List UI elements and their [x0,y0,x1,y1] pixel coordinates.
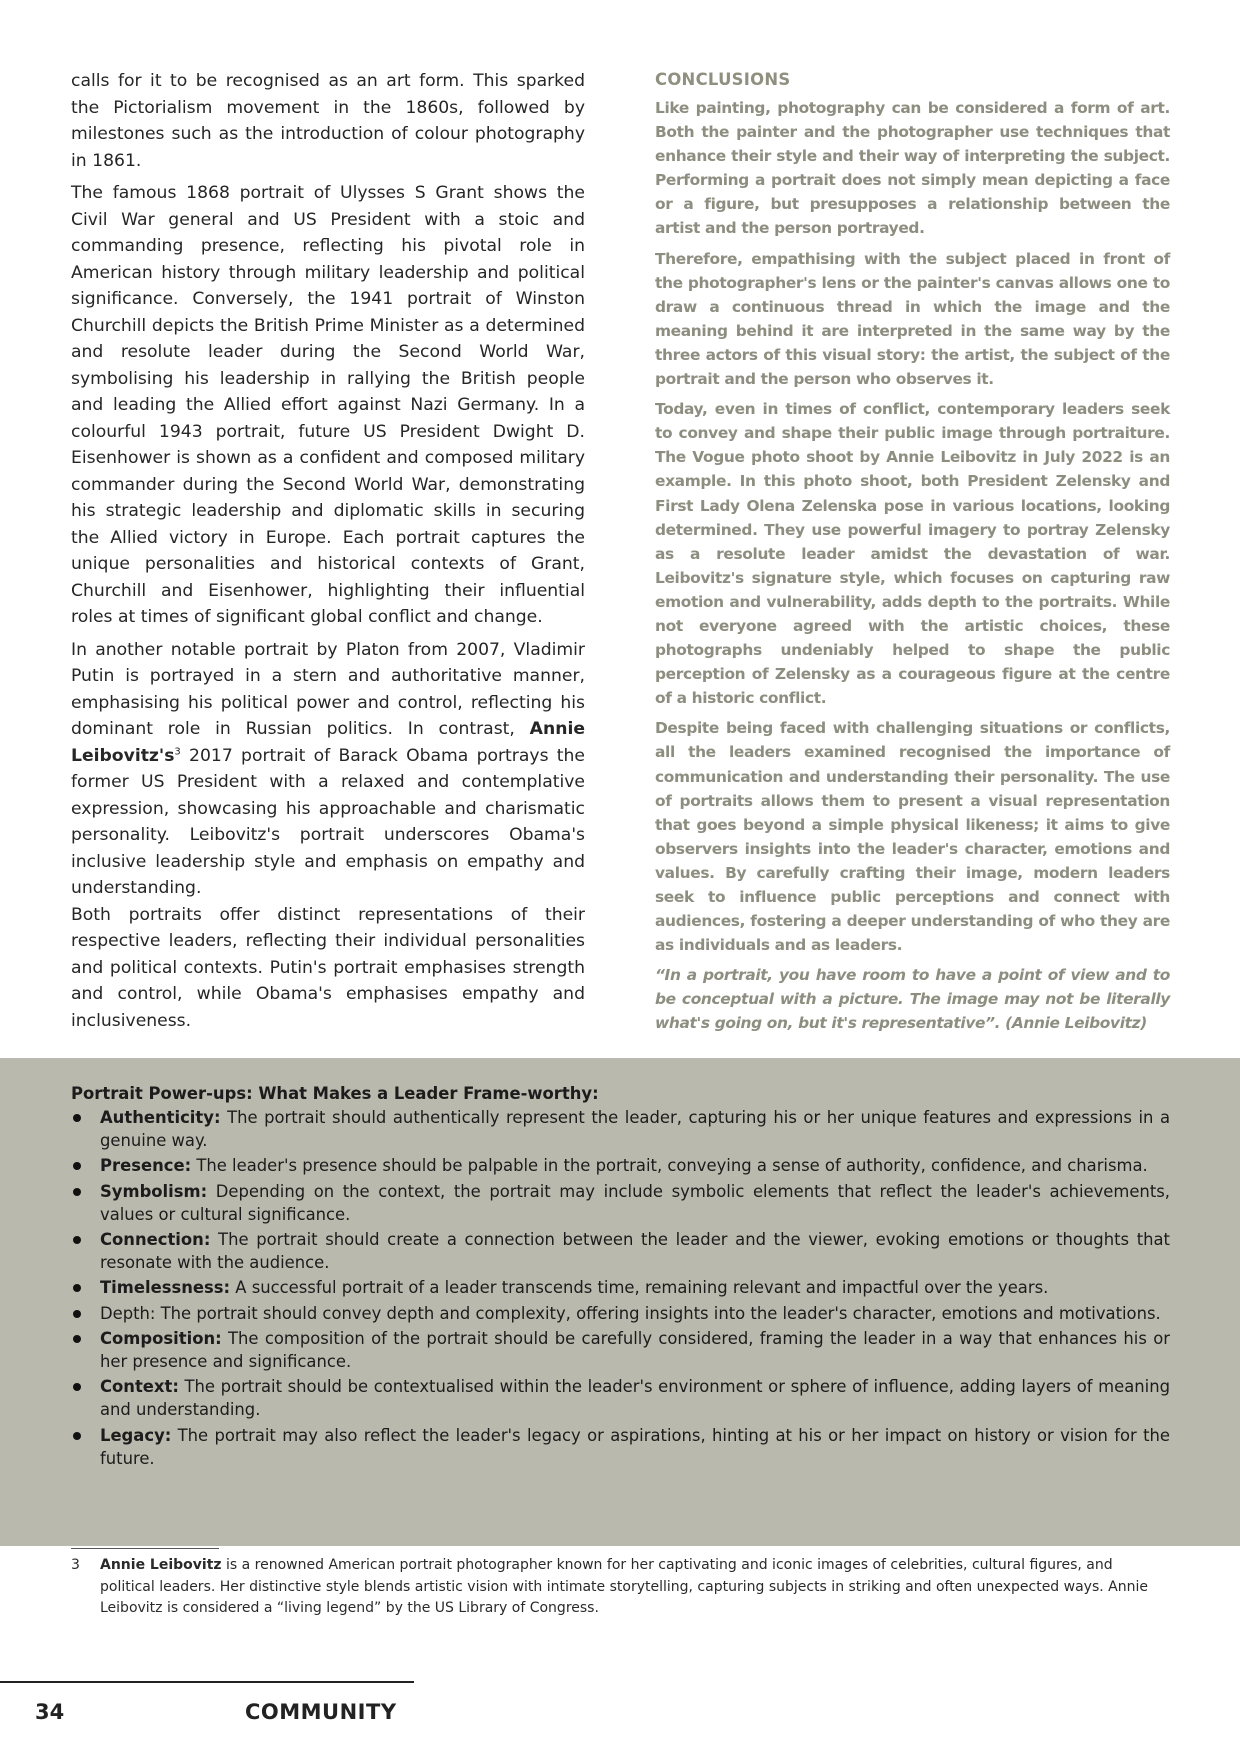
bullet-icon [73,1114,81,1122]
conclusions-paragraph-2: Therefore, empathising with the subject placed in front of the photographer's lens or the painter's canvas allows one to draw a continuous thread in which the image and the meaning behind it are interpreted in the same way by the three actors of this visual story: the artist, the subject of the portrait and the person who observes it. [655,249,1170,389]
list-item [71,1276,1170,1299]
leibovitz-quote: “In a portrait, you have room to have a point of view and to be conceptual with a picture. The image may not be literally what's going on, but it's representative”. (Annie Leibovitz) [655,966,1170,1033]
bullet-icon [73,1284,81,1292]
list-item-text: A successful portrait of a leader transcends time, remaining relevant and impactful over the years. [230,1278,1049,1298]
left-paragraph-3-start: In another notable portrait by Platon from 2007, Vladimir Putin is portrayed in a stern and authoritative manner, emphasising his political power and control, reflecting his dominant role in Russian politics. In contrast, [71,639,585,739]
bullet-icon [73,1236,81,1244]
conclusions-paragraph-3: Today, even in times of conflict, contemporary leaders seek to convey and shape their public image through portraiture. The Vogue photo shoot by Annie Leibovitz in July 2022 is an example. In this photo shoot, both President Zelensky and First Lady Olena Zelenska pose in various locations, looking determined. They use powerful imagery to portray Zelensky as a resolute leader amidst the devastation of war. Leibovitz's signature style, which focuses on capturing raw emotion and vulnerability, adds depth to the portraits. While not everyone agreed with the artistic choices, these photographs undeniably helped to shape the public perception of Zelensky as a courageous figure at the centre of a historic conflict. [655,400,1170,708]
list-item-term: Legacy: [100,1425,172,1445]
bullet-icon [73,1383,81,1391]
bullet-icon [73,1310,81,1318]
list-item-term: Authenticity: [100,1108,221,1127]
right-column [655,68,1170,1042]
list-item-text: The portrait should be contextualised within the leader's environment or sphere of influence, adding layers of meaning and understanding. [100,1377,1170,1420]
footnote-bold-name: Annie Leibovitz [100,1557,222,1573]
footnote-text [71,1555,1170,1620]
left-paragraph-2: The famous 1868 portrait of Ulysses S Grant shows the Civil War general and US President with a stoic and commanding presence, reflecting his pivotal role in American history through military leadership and political significance. Conversely, the 1941 portrait of Winston Churchill depicts the British Prime Minister as a determined and resolute leader during the Second World War, symbolising his leadership in rallying the British people and leading the Allied effort against Nazi Germany. In a colourful 1943 portrait, future US President Dwight D. Eisenhower is shown as a confident and composed military commander during the Second World War, demonstrating his strategic leadership and diplomatic skills in securing the Allied victory in Europe. Each portrait captures the unique personalities and historical contexts of Grant, Churchill and Eisenhower, highlighting their influential roles at times of significant global conflict and change. [71,183,585,627]
list-item-text: The portrait should authentically represent the leader, capturing his or her unique features and expressions in a genuine way. [100,1108,1170,1151]
list-item-term: Timelessness: [100,1278,231,1298]
list-item [71,1327,1170,1373]
left-paragraph-1: calls for it to be recognised as an art form. This sparked the Pictorialism movement in the 1860s, followed by milestones such as the introduction of colour photography in 1861. [71,71,585,171]
bullet-icon [73,1188,81,1196]
list-item-text: Depth: The portrait should convey depth and complexity, offering insights into the leader's character, emotions and motivations. [100,1303,1161,1323]
list-item [71,1424,1170,1470]
footer-divider [0,1681,414,1683]
annie-leibovitz-name: Annie Leibovitz's [71,719,585,766]
list-item-term: Connection: [100,1230,211,1250]
footnote-number: 3 [71,1557,80,1573]
list-item-term: Presence: [100,1156,192,1176]
list-item [71,1302,1170,1325]
list-item-term: Composition: [100,1328,222,1348]
left-column [71,68,585,1040]
list-item [71,1180,1170,1226]
list-item [71,1375,1170,1421]
list-item-term: Symbolism: [100,1181,208,1201]
conclusions-paragraph-4: Despite being faced with challenging situations or conflicts, all the leaders examined recognised the importance of communication and understanding their personality. The use of portraits allows them to present a visual representation that goes beyond a simple physical likeness; it aims to give observers insights into the leader's character, emotions and values. By carefully crafting their image, modern leaders seek to influence public perceptions and connect with audiences, fostering a deeper understanding of who they are as individuals and as leaders. [655,719,1170,955]
left-paragraph-4: Both portraits offer distinct representations of their respective leaders, reflecting their individual personalities and political contexts. Putin's portrait emphasises strength and control, while Obama's emphasises empathy and inclusiveness. [71,904,585,1031]
footnote [71,1555,1170,1620]
powerups-list [71,1106,1170,1470]
list-item-term: Context: [100,1377,179,1397]
bullet-icon [73,1432,81,1440]
powerups-title: Portrait Power-ups: What Makes a Leader Frame-worthy: [71,1084,599,1103]
page-number: 34 [35,1700,65,1724]
bullet-icon [73,1162,81,1170]
powerups-content [71,1082,1170,1472]
footnote-divider [71,1548,219,1549]
list-item [71,1228,1170,1274]
list-item-text: The portrait may also reflect the leader's legacy or aspirations, hinting at his or her impact on history or vision for the future. [100,1425,1170,1468]
footnote-reference[interactable]: 3 [174,745,181,757]
portrait-powerups-box [0,1058,1240,1546]
list-item-text: The portrait should create a connection between the leader and the viewer, evoking emotions or thoughts that resonate with the audience. [100,1230,1170,1273]
section-name: COMMUNITY [245,1700,397,1724]
left-paragraph-3-end: 2017 portrait of Barack Obama portrays the former US President with a relaxed and contemplative expression, showcasing his approachable and charismatic personality. Leibovitz's portrait underscores Obama's inclusive leadership style and emphasis on empathy and understanding. [71,745,585,898]
conclusions-heading: CONCLUSIONS [655,70,791,89]
bullet-icon [73,1335,81,1343]
conclusions-paragraph-1: Like painting, photography can be considered a form of art. Both the painter and the photographer use techniques that enhance their style and their way of interpreting the subject. Performing a portrait does not simply mean depicting a face or a figure, but presupposes a relationship between the artist and the person portrayed. [655,99,1170,238]
list-item-text: The leader's presence should be palpable in the portrait, conveying a sense of authority, confidence, and charisma. [191,1156,1148,1176]
list-item [71,1154,1170,1177]
footnote-body: is a renowned American portrait photographer known for her captivating and iconic images of celebrities, cultural figures, and political leaders. Her distinctive style blends artistic vision with intimate storytelling, capturing subjects in striking and often unexpected ways. Annie Leibovitz is considered a “living legend” by the US Library of Congress. [100,1557,1148,1616]
list-item-text: Depending on the context, the portrait may include symbolic elements that reflect the leader's achievements, values or cultural significance. [100,1181,1170,1224]
list-item [71,1106,1170,1152]
list-item-text: The composition of the portrait should be carefully considered, framing the leader in a way that enhances his or her presence and significance. [100,1328,1170,1372]
left-paragraph-3 [71,637,585,902]
